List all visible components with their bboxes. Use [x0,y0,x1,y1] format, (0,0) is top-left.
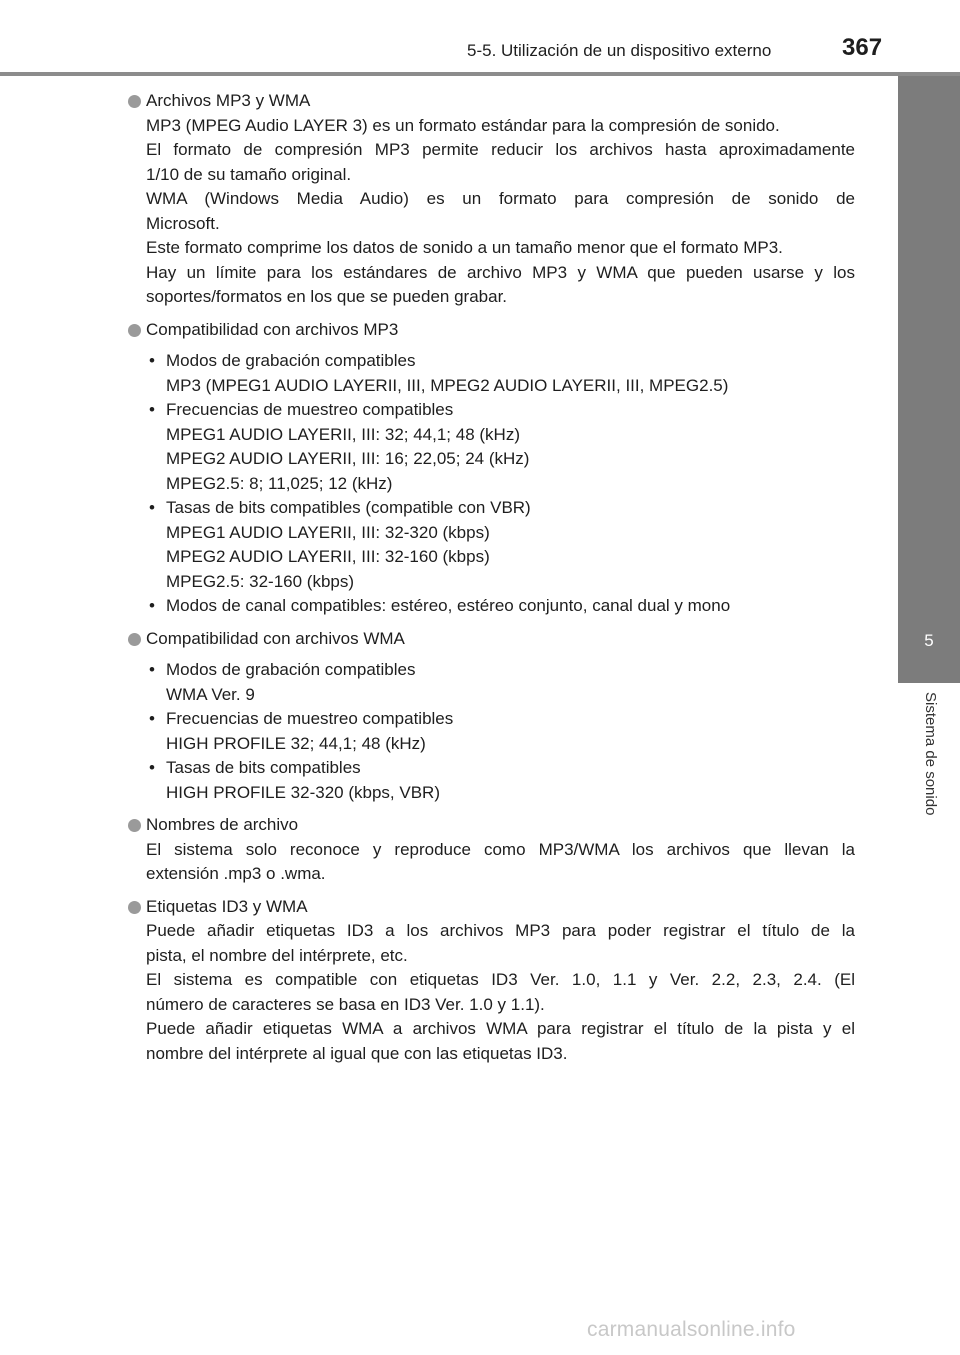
section-mp3-wma [128,89,855,310]
chapter-tab [898,599,960,683]
list-item-line: MPEG1 AUDIO LAYERII, III: 32-320 (kbps) [166,522,490,542]
body-line: nombre del intérprete al igual que con las etiquetas ID3. [146,1043,568,1063]
body-line: extensión .mp3 o .wma. [146,864,326,883]
list-item-line: HIGH PROFILE 32-320 (kbps, VBR) [166,782,440,802]
list-item-title: Modos de grabación compatibles [166,660,416,679]
list-item-line: HIGH PROFILE 32; 44,1; 48 (kHz) [166,733,426,753]
section-title: Etiquetas ID3 y WMA [146,896,308,916]
bullet-icon [128,95,141,108]
body-line: El sistema es compatible con etiquetas ID3 Ver. 1.0, 1.1 y Ver. 2.2, 2.3, 2.4. (El [146,970,855,989]
page-number: 367 [842,34,883,61]
section-title: Compatibilidad con archivos WMA [146,628,405,648]
chapter-tab-label: Sistema de sonido [922,692,939,816]
side-band [898,76,960,599]
sub-list [146,658,855,805]
list-item-title: Tasas de bits compatibles [166,758,361,777]
section-title: Nombres de archivo [146,815,299,834]
section-file-names [128,813,855,887]
list-dot-icon: • [149,400,155,419]
section-mp3-compat [128,318,855,619]
list-item-line: MP3 (MPEG1 AUDIO LAYERII, III, MPEG2 AUDIO LAYERII, III, MPEG2.5) [166,375,729,395]
bullet-icon [128,819,141,832]
sub-list [146,349,855,619]
list-item-title: Modos de grabación compatibles [166,351,416,370]
page-content [128,89,855,1066]
bullet-icon [128,901,141,914]
body-line: soportes/formatos en los que se pueden grabar. [146,287,508,306]
watermark: carmanualsonline.info [587,1318,796,1341]
body-line: pista, el nombre del intérprete, etc. [146,945,408,965]
section-wma-compat [128,627,855,806]
body-line: MP3 (MPEG Audio LAYER 3) es un formato estándar para la compresión de sonido. [146,115,780,135]
body-line: WMA (Windows Media Audio) es un formato para compresión de sonido de [146,189,855,208]
list-item [146,398,855,496]
list-dot-icon: • [149,709,155,728]
body-line: Este formato comprime los datos de sonido a un tamaño menor que el formato MP3. [146,238,783,257]
body-line: El sistema solo reconoce y reproduce como MP3/WMA los archivos que llevan la [146,839,855,859]
chapter-tab-number: 5 [924,631,934,650]
header-divider [0,72,960,76]
body-line: Hay un límite para los estándares de archivo MP3 y WMA que pueden usarse y los [146,262,855,282]
section-title: Archivos MP3 y WMA [146,91,311,110]
body-line: 1/10 de su tamaño original. [146,164,352,184]
body-line: número de caracteres se basa en ID3 Ver. 1.0 y 1.1). [146,994,545,1014]
list-item-line: MPEG2.5: 32-160 (kbps) [166,571,355,591]
section-id3-tags [128,895,855,1067]
list-item [146,594,855,619]
list-item-line: MPEG2 AUDIO LAYERII, III: 32-160 (kbps) [166,547,490,566]
list-item [146,349,855,398]
list-item-title: Frecuencias de muestreo compatibles [166,709,454,728]
chapter-title: 5-5. Utilización de un dispositivo externo [467,41,772,60]
list-item [146,756,855,805]
body-line: Microsoft. [146,213,220,233]
list-item [146,658,855,707]
list-item-title: Modos de canal compatibles: estéreo, estéreo conjunto, canal dual y mono [166,596,731,615]
list-item-title: Frecuencias de muestreo compatibles [166,400,454,419]
section-title: Compatibilidad con archivos MP3 [146,319,399,339]
list-item [146,707,855,756]
list-dot-icon: • [149,758,155,777]
list-item-line: MPEG2.5: 8; 11,025; 12 (kHz) [166,473,393,493]
list-dot-icon: • [149,660,155,679]
list-item-line: MPEG1 AUDIO LAYERII, III: 32; 44,1; 48 (kHz) [166,424,520,444]
list-dot-icon: • [149,498,155,517]
list-item-title: Tasas de bits compatibles (compatible con VBR) [166,498,531,517]
body-line: Puede añadir etiquetas ID3 a los archivos MP3 para poder registrar el título de la [146,921,855,940]
bullet-icon [128,324,141,337]
list-item-line: MPEG2 AUDIO LAYERII, III: 16; 22,05; 24 (kHz) [166,449,530,468]
list-dot-icon: • [149,596,155,615]
list-item-line: WMA Ver. 9 [166,684,255,704]
bullet-icon [128,633,141,646]
list-item [146,496,855,594]
list-dot-icon: • [149,351,155,370]
body-line: Puede añadir etiquetas WMA a archivos WMA para registrar el título de la pista y el [146,1019,855,1038]
body-line: El formato de compresión MP3 permite reducir los archivos hasta aproximadamente [146,140,855,159]
